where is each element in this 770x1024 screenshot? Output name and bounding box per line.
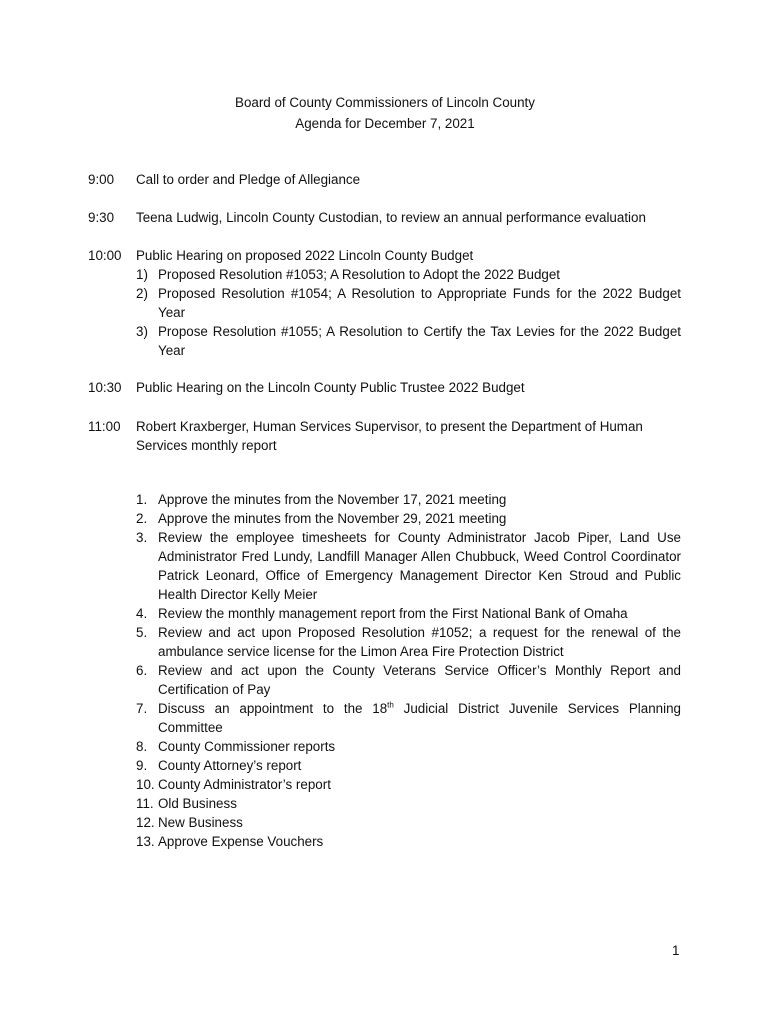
list-item (136, 528, 681, 604)
list-number: 2. (136, 511, 148, 526)
list-text: County Administrator’s report (158, 777, 331, 792)
list-number: 5. (136, 625, 148, 640)
schedule-time: 9:00 (88, 172, 115, 187)
list-text: Proposed Resolution #1054; A Resolution to Appropriate Funds for the 2022 Budget Year (158, 286, 681, 320)
document-subtitle: Agenda for December 7, 2021 (295, 116, 475, 131)
list-number: 3) (136, 324, 148, 339)
list-text-before: Discuss an appointment to the 18 (158, 701, 388, 716)
list-text: Review the monthly management report from the First National Bank of Omaha (158, 606, 628, 621)
list-item (136, 284, 681, 322)
list-item (136, 813, 681, 832)
page-number: 1 (672, 943, 680, 958)
list-number: 12. (136, 815, 155, 830)
schedule-text: Call to order and Pledge of Allegiance (136, 172, 361, 187)
list-item (136, 509, 681, 528)
list-text: Propose Resolution #1055; A Resolution to Certify the Tax Levies for the 2022 Budget Year (158, 324, 681, 358)
list-number: 3. (136, 530, 148, 545)
list-number: 1) (136, 267, 148, 282)
list-text: Proposed Resolution #1053; A Resolution to Adopt the 2022 Budget (158, 267, 561, 282)
list-item (136, 661, 681, 699)
ordinal-superscript: th (387, 700, 394, 710)
list-item (136, 322, 681, 360)
list-text: County Commissioner reports (158, 739, 336, 754)
list-number: 10. (136, 777, 155, 792)
list-item (136, 794, 681, 813)
list-item (136, 604, 681, 623)
document-title: Board of County Commissioners of Lincoln County (235, 95, 535, 110)
schedule-text: Robert Kraxberger, Human Services Supervisor, to present the Department of Human Services monthly report (136, 419, 643, 453)
list-text: Approve the minutes from the November 17, 2021 meeting (158, 492, 507, 507)
list-number: 8. (136, 739, 148, 754)
schedule-text: Public Hearing on the Lincoln County Public Trustee 2022 Budget (136, 380, 525, 395)
list-number: 4. (136, 606, 148, 621)
schedule-text: Public Hearing on proposed 2022 Lincoln County Budget (136, 248, 474, 263)
schedule-time: 10:00 (88, 248, 122, 263)
list-number: 7. (136, 701, 148, 716)
list-text: Old Business (158, 796, 237, 811)
list-text: Approve the minutes from the November 29, 2021 meeting (158, 511, 507, 526)
list-number: 9. (136, 758, 148, 773)
list-item (136, 699, 681, 737)
list-number: 6. (136, 663, 148, 678)
schedule-time: 9:30 (88, 210, 115, 225)
list-text: Approve Expense Vouchers (158, 834, 324, 849)
agenda-items-list (136, 490, 681, 851)
budget-resolutions-list (136, 265, 681, 360)
list-text: New Business (158, 815, 243, 830)
list-item (136, 265, 681, 284)
list-item (136, 490, 681, 509)
list-text: Review and act upon the County Veterans Service Officer’s Monthly Report and Certification of Pay (158, 663, 681, 697)
list-item (136, 775, 681, 794)
schedule-text: Teena Ludwig, Lincoln County Custodian, to review an annual performance evaluation (136, 210, 646, 225)
list-number: 1. (136, 492, 148, 507)
schedule-time: 11:00 (88, 419, 121, 434)
list-item (136, 737, 681, 756)
list-number: 11. (136, 796, 154, 811)
list-item (136, 756, 681, 775)
list-text: County Attorney’s report (158, 758, 302, 773)
list-item (136, 832, 681, 851)
list-item (136, 623, 681, 661)
schedule-time: 10:30 (88, 380, 122, 395)
list-text-after: Judicial District Juvenile Services Planning Committee (158, 701, 681, 735)
list-text: Review the employee timesheets for County Administrator Jacob Piper, Land Use Administrator Fred Lundy, Landfill Manager Allen Chubbuck, Weed Control Coordinator Patrick Leonard, Office of Emergency Management Director Ken Stroud and Public Health Director Kelly Meier (158, 530, 681, 602)
list-number: 13. (136, 834, 155, 849)
list-text: Review and act upon Proposed Resolution #1052; a request for the renewal of the ambulance service license for the Limon Area Fire Protection District (158, 625, 681, 659)
list-number: 2) (136, 286, 148, 301)
